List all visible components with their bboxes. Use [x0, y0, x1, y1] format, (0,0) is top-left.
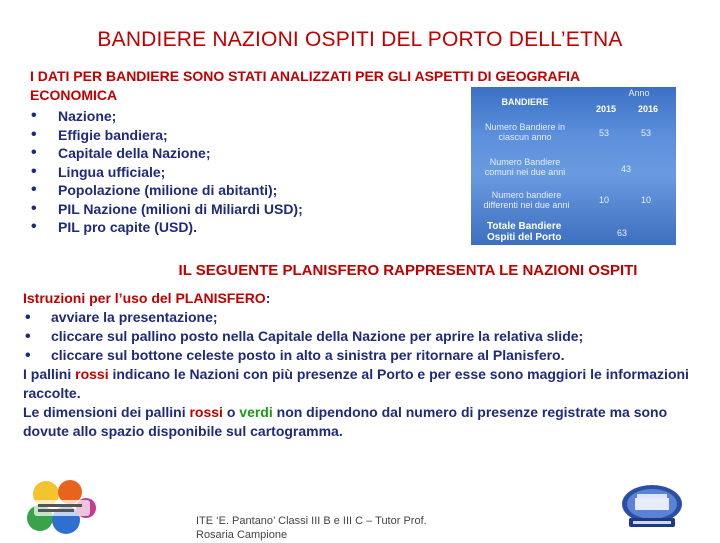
instructions-heading-colon: : [265, 290, 271, 306]
list-item: • Capitale della Nazione; [30, 144, 303, 163]
list-item: • Lingua ufficiale; [30, 163, 303, 182]
red-word: rossi [75, 366, 109, 382]
instructions-heading-text: Istruzioni per l’uso del PLANISFERO [23, 290, 266, 306]
red-word: rossi [189, 404, 223, 420]
table-cell: 63 [616, 228, 627, 238]
list-item: • PIL pro capite (USD). [30, 218, 303, 237]
footer-credit: ITE ‘E. Pantano’ Classi III B e III C – Tutor Prof. Rosaria Campione [196, 515, 427, 541]
list-item: • Nazione; [30, 107, 303, 126]
table-row-label: Totale Bandiere Ospiti del Porto [487, 221, 562, 243]
note-text: indicano le Nazioni con più presenze al Porto e per esse sono maggiori le informazioni raccolte. [23, 366, 689, 401]
instruction-step: • cliccare sul bottone celeste posto in alto a sinistra per ritornare al Planisfero. [23, 346, 708, 365]
list-item: • Popolazione (milione di abitanti); [30, 181, 303, 200]
table-year-2016: 2016 [637, 104, 659, 114]
dot-size-note [23, 403, 708, 441]
table-cell: 10 [640, 195, 651, 205]
school-logo-icon [26, 478, 98, 538]
table-row-label: Numero Bandiere comuni nei due anni [484, 157, 566, 177]
table-column-header: BANDIERE [501, 97, 549, 107]
note-text: non dipendono dal numero di presenze registrate ma sono dovute allo spazio disponibile sul cartogramma. [23, 404, 668, 439]
table-row-label: Numero bandiere differenti nei due anni [483, 190, 570, 210]
instruction-step: • avviare la presentazione; [23, 308, 708, 327]
green-word: verdi [239, 404, 273, 420]
intro-text: I DATI PER BANDIERE SONO STATI ANALIZZATI PER GLI ASPETTI DI GEOGRAFIA ECONOMICA [30, 68, 580, 103]
instructions-heading [23, 289, 708, 308]
table-anno-label: Anno [628, 88, 650, 98]
red-dots-note [23, 365, 708, 403]
table-row-label: Numero Bandiere in ciascun anno [484, 122, 566, 142]
institute-emblem-icon [617, 484, 687, 530]
table-cell: 10 [598, 195, 609, 205]
list-item: • Effigie bandiera; [30, 126, 303, 145]
slide-title: BANDIERE NAZIONI OSPITI DEL PORTO DELL’ETNA [97, 28, 623, 51]
flags-stats-table [471, 87, 676, 245]
list-item: • PIL Nazione (milioni di Miliardi USD); [30, 200, 303, 219]
note-text: o [222, 404, 240, 420]
map-subtitle: IL SEGUENTE PLANISFERO RAPPRESENTA LE NAZIONI OSPITI [178, 262, 638, 279]
table-year-2015: 2015 [595, 104, 617, 114]
data-fields-list [30, 107, 303, 237]
instructions-block [23, 289, 708, 441]
instruction-step: • cliccare sul pallino posto nella Capitale della Nazione per aprire la relativa slide; [23, 327, 708, 346]
table-cell: 53 [598, 128, 609, 138]
note-text: I pallini [23, 366, 76, 382]
note-text: Le dimensioni dei pallini [23, 404, 190, 420]
table-cell: 43 [620, 164, 631, 174]
table-cell: 53 [640, 128, 651, 138]
